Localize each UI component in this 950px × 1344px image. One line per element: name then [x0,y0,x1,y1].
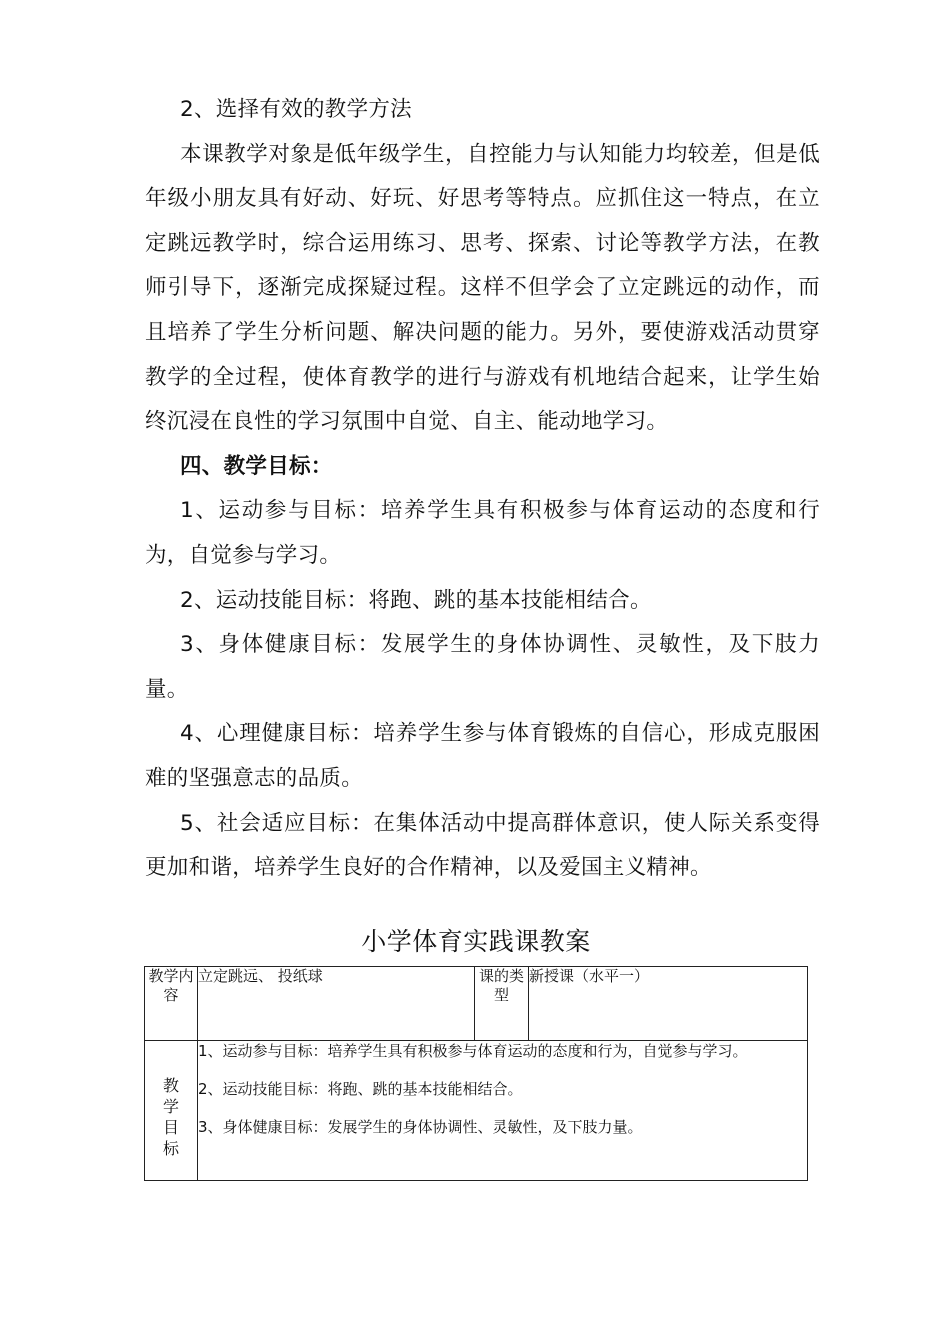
content-label-cell [145,967,198,1041]
lesson-plan-title: 小学体育实践课教案 [361,927,591,956]
content-value: 立定跳远、 投纸球 [198,967,323,985]
goal-item: 1、运动参与目标：培养学生具有积极参与体育运动的态度和行为，自觉参与学习。 [198,1042,748,1060]
section-heading: 四、教学目标： [180,453,333,479]
type-value-cell [529,967,808,1041]
goal-paragraph: 4、心理健康目标：培养学生参与体育锻炼的自信心，形成克服困难的坚强意志的品质。 [145,721,820,791]
goal-paragraph: 5、社会适应目标：在集体活动中提高群体意识，使人际关系变得更加和谐，培养学生良好的合作精神，以及爱国主义精神。 [145,810,820,881]
goal-paragraph: 3、身体健康目标：发展学生的身体协调性、灵敏性，及下肢力量。 [145,632,820,702]
goal-item: 3、身体健康目标：发展学生的身体协调性、灵敏性，及下肢力量。 [198,1118,643,1136]
type-label-cell [475,967,529,1041]
goal-paragraph: 2、运动技能目标：将跑、跳的基本技能相结合。 [180,587,652,613]
content-value-cell [198,967,475,1041]
teaching-method-paragraph: 本课教学对象是低年级学生，自控能力与认知能力均较差，但是低年级小朋友具有好动、好玩、好思考等特点。应抓住这一特点，在立定跳远教学时，综合运用练习、思考、探索、讨论等教学方法，在教师引导下，逐渐完成探疑过程。这样不但学会了立定跳远的动作，而且培养了学生分析问题、解决问题的能力。另外，要使游戏活动贯穿教学的全过程，使体育教学的进行与游戏有机地结合起来，让学生始终沉浸在良性的学习氛围中自觉、自主、能动地学习。 [145,141,820,435]
goals-cell [198,1041,808,1181]
table-row [145,967,808,1041]
goals-label-cell [145,1041,198,1181]
lesson-plan-table [144,966,808,1181]
goal-item: 2、运动技能目标：将跑、跳的基本技能相结合。 [198,1080,523,1098]
table-row [145,1041,808,1181]
goal-paragraph: 1、运动参与目标：培养学生具有积极参与体育运动的态度和行为，自觉参与学习。 [145,498,820,568]
type-label: 课的类型 [478,967,524,1004]
goals-label: 教学目标 [163,1076,180,1158]
content-label: 教学内容 [148,967,194,1004]
subsection-heading: 2、选择有效的教学方法 [180,97,412,122]
body-text [145,88,820,891]
type-value: 新授课（水平一） [529,967,650,985]
